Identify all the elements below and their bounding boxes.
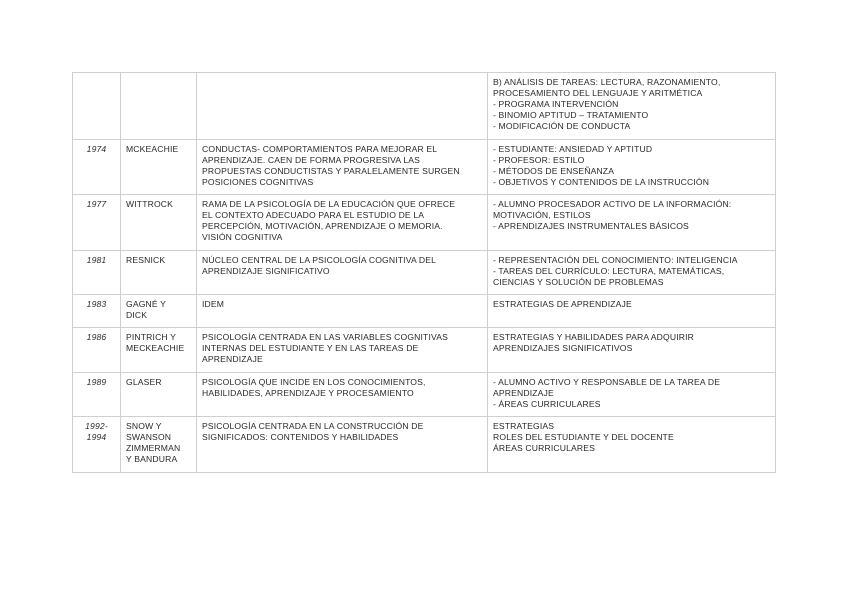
year-text-line: 1994 [86, 432, 107, 442]
year-cell [73, 73, 121, 140]
table-row [73, 73, 776, 140]
year-cell [73, 295, 121, 328]
year-text-line: 1974 [86, 144, 107, 154]
aspects-text-line: - MODIFICACIÓN DE CONDUCTA [493, 121, 631, 131]
table-row [73, 417, 776, 473]
description-text-line: APRENDIZAJE SIGNIFICATIVO [202, 266, 330, 276]
description-cell [197, 251, 488, 295]
author-cell [121, 73, 197, 140]
description-text-line: APRENDIZAJE. CAEN DE FORMA PROGRESIVA LAS [202, 155, 421, 165]
history-table-body [73, 73, 776, 473]
description-text-line: HABILIDADES, APRENDIZAJE Y PROCESAMIENTO [202, 388, 414, 398]
table-row [73, 328, 776, 373]
aspects-text-line: - ALUMNO PROCESADOR ACTIVO DE LA INFORMACIÓN: [493, 199, 732, 209]
description-text-line: EL CONTEXTO ADECUADO PARA EL ESTUDIO DE LA [202, 210, 425, 220]
history-table [72, 72, 776, 473]
author-cell [121, 251, 197, 295]
aspects-cell [488, 140, 776, 195]
description-text-line: PSICOLOGÍA QUE INCIDE EN LOS CONOCIMIENTOS, [202, 377, 426, 387]
author-text-line: PINTRICH Y [126, 332, 177, 342]
table-row [73, 295, 776, 328]
year-cell [73, 417, 121, 473]
author-text-line: RESNICK [126, 255, 166, 265]
year-text-line: 1977 [86, 199, 107, 209]
author-cell [121, 140, 197, 195]
description-cell [197, 328, 488, 373]
description-text-line: IDEM [202, 299, 225, 309]
aspects-text-line: - APRENDIZAJES INSTRUMENTALES BÁSICOS [493, 221, 689, 231]
description-cell [197, 195, 488, 251]
author-text-line: MCKEACHIE [126, 144, 179, 154]
author-cell [121, 295, 197, 328]
aspects-cell [488, 328, 776, 373]
year-cell [73, 140, 121, 195]
author-cell [121, 195, 197, 251]
aspects-text-line: - ÁREAS CURRICULARES [493, 399, 601, 409]
aspects-cell [488, 195, 776, 251]
description-cell [197, 417, 488, 473]
description-text-line: PSICOLOGÍA CENTRADA EN LA CONSTRUCCIÓN DE [202, 421, 424, 431]
year-text-line: 1981 [86, 255, 107, 265]
aspects-text-line: - ESTUDIANTE: ANSIEDAD Y APTITUD [493, 144, 653, 154]
description-text-line: APRENDIZAJE [202, 354, 263, 364]
year-text-line: 1992- [85, 421, 108, 431]
year-text-line: 1989 [86, 377, 107, 387]
author-cell [121, 328, 197, 373]
description-text-line: POSICIONES COGNITIVAS [202, 177, 314, 187]
description-text-line: VISIÓN COGNITIVA [202, 232, 283, 242]
aspects-text-line: - PROFESOR: ESTILO [493, 155, 585, 165]
aspects-cell [488, 373, 776, 417]
aspects-text-line: MOTIVACIÓN, ESTILOS [493, 210, 591, 220]
description-text-line: PERCEPCIÓN, MOTIVACIÓN, APRENDIZAJE O MEMORIA. [202, 221, 443, 231]
year-cell [73, 195, 121, 251]
aspects-text-line: - TAREAS DEL CURRÍCULO: LECTURA, MATEMÁTICAS, [493, 266, 725, 276]
description-cell [197, 73, 488, 140]
author-text-line: Y BANDURA [126, 454, 178, 464]
author-text-line: SWANSON [126, 432, 172, 442]
table-row [73, 140, 776, 195]
author-cell [121, 417, 197, 473]
aspects-text-line: - BINOMIO APTITUD – TRATAMIENTO [493, 110, 649, 120]
aspects-text-line: - REPRESENTACIÓN DEL CONOCIMIENTO: INTELIGENCIA [493, 255, 738, 265]
aspects-text-line: ÁREAS CURRICULARES [493, 443, 596, 453]
aspects-text-line: CIENCIAS Y SOLUCIÓN DE PROBLEMAS [493, 277, 664, 287]
year-text-line: 1986 [86, 332, 107, 342]
description-text-line: PROPUESTAS CONDUCTISTAS Y PARALELAMENTE SURGEN [202, 166, 460, 176]
aspects-text-line: - ALUMNO ACTIVO Y RESPONSABLE DE LA TAREA DE [493, 377, 721, 387]
aspects-text-line: - MÉTODOS DE ENSEÑANZA [493, 166, 615, 176]
aspects-cell [488, 295, 776, 328]
aspects-text-line: ESTRATEGIAS Y HABILIDADES PARA ADQUIRIR [493, 332, 695, 342]
aspects-text-line: ESTRATEGIAS [493, 421, 555, 431]
year-cell [73, 373, 121, 417]
author-text-line: GLASER [126, 377, 162, 387]
year-cell [73, 328, 121, 373]
description-text-line: INTERNAS DEL ESTUDIANTE Y EN LAS TAREAS DE [202, 343, 419, 353]
description-cell [197, 295, 488, 328]
description-text-line: SIGNIFICADOS: CONTENIDOS Y HABILIDADES [202, 432, 399, 442]
author-text-line: DICK [126, 310, 148, 320]
description-text-line: NÚCLEO CENTRAL DE LA PSICOLOGÍA COGNITIVA DEL [202, 255, 437, 265]
aspects-text-line: APRENDIZAJES SIGNIFICATIVOS [493, 343, 633, 353]
aspects-text-line: B) ANÁLISIS DE TAREAS: LECTURA, RAZONAMIENTO, [493, 77, 721, 87]
aspects-cell [488, 251, 776, 295]
description-cell [197, 140, 488, 195]
table-row [73, 373, 776, 417]
year-cell [73, 251, 121, 295]
aspects-text-line: - OBJETIVOS Y CONTENIDOS DE LA INSTRUCCIÓN [493, 177, 710, 187]
author-text-line: MECKEACHIE [126, 343, 185, 353]
author-text-line: SNOW Y [126, 421, 162, 431]
aspects-text-line: ROLES DEL ESTUDIANTE Y DEL DOCENTE [493, 432, 674, 442]
description-cell [197, 373, 488, 417]
aspects-text-line: - PROGRAMA INTERVENCIÓN [493, 99, 619, 109]
author-text-line: GAGNÉ Y [126, 299, 167, 309]
author-text-line: WITTROCK [126, 199, 174, 209]
aspects-text-line: PROCESAMIENTO DEL LENGUAJE Y ARITMÉTICA [493, 88, 703, 98]
aspects-cell [488, 417, 776, 473]
author-text-line: ZIMMERMAN [126, 443, 181, 453]
table-row [73, 195, 776, 251]
table-row [73, 251, 776, 295]
description-text-line: CONDUCTAS- COMPORTAMIENTOS PARA MEJORAR EL [202, 144, 438, 154]
aspects-cell [488, 73, 776, 140]
description-text-line: RAMA DE LA PSICOLOGÍA DE LA EDUCACIÓN QUE OFRECE [202, 199, 456, 209]
description-text-line: PSICOLOGÍA CENTRADA EN LAS VARIABLES COGNITIVAS [202, 332, 448, 342]
author-cell [121, 373, 197, 417]
year-text-line: 1983 [86, 299, 107, 309]
aspects-text-line: ESTRATEGIAS DE APRENDIZAJE [493, 299, 632, 309]
aspects-text-line: APRENDIZAJE [493, 388, 554, 398]
